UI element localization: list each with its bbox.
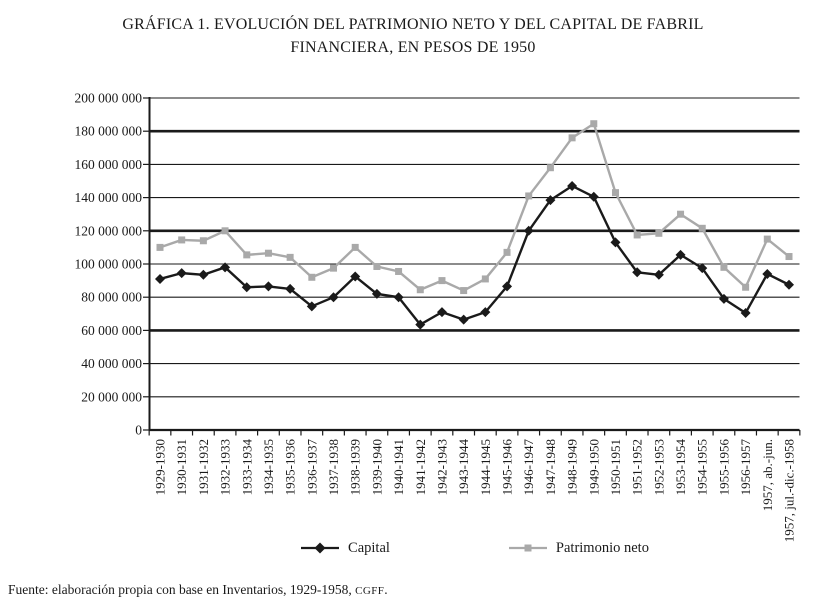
y-tick-label: 20 000 000 (81, 389, 142, 405)
patrimonio-neto-data-point (178, 236, 185, 243)
patrimonio-neto-data-point (677, 211, 684, 218)
patrimonio-neto-data-point (634, 231, 641, 238)
chart-legend (149, 538, 800, 558)
x-category-label: 1933-1934 (239, 439, 255, 496)
patrimonio-neto-data-point (764, 236, 771, 243)
source-note-text: Fuente: elaboración propia con base en Inventarios, 1929-1958, (8, 582, 356, 597)
patrimonio-neto-data-point (720, 264, 727, 271)
y-tick-label: 80 000 000 (81, 289, 142, 305)
x-category-label: 1940-1941 (391, 439, 407, 496)
y-tick-label: 200 000 000 (74, 90, 142, 106)
patrimonio-neto-series-line (160, 124, 789, 291)
x-category-label: 1930-1931 (174, 439, 190, 496)
capital-data-point (437, 307, 447, 317)
y-tick-label: 140 000 000 (74, 190, 142, 206)
x-category-label: 1936-1937 (304, 439, 320, 496)
patrimonio-neto-data-point (417, 286, 424, 293)
capital-data-point (198, 270, 208, 280)
source-note-acronym: CGFF (355, 585, 385, 597)
x-category-label: 1956-1957 (738, 439, 754, 496)
x-category-label: 1954-1955 (694, 439, 710, 496)
y-tick-label: 60 000 000 (81, 322, 142, 338)
x-category-label: 1939-1940 (369, 439, 385, 496)
y-tick-label: 160 000 000 (74, 156, 142, 172)
chart-title-line2: FINANCIERA, EN PESOS DE 1950 (290, 39, 536, 56)
x-category-label: 1947-1948 (542, 439, 558, 496)
patrimonio-neto-data-point (352, 244, 359, 251)
capital-data-point (155, 274, 165, 284)
x-category-label: 1943-1944 (456, 439, 472, 496)
patrimonio-neto-data-point (200, 237, 207, 244)
x-category-label: 1929-1930 (152, 439, 168, 496)
patrimonio-neto-data-point (222, 227, 229, 234)
x-category-label: 1957, ab.-jun. (759, 439, 775, 512)
x-category-label: 1952-1953 (651, 439, 667, 496)
x-category-label: 1942-1943 (434, 439, 450, 496)
legend-item-patrimonio-neto (508, 540, 649, 557)
x-category-label: 1937-1938 (326, 439, 342, 496)
y-tick-label: 120 000 000 (74, 223, 142, 239)
y-tick-label: 180 000 000 (74, 123, 142, 139)
patrimonio-neto-data-point (460, 287, 467, 294)
patrimonio-neto-data-point (699, 225, 706, 232)
x-category-label: 1949-1950 (586, 439, 602, 496)
x-category-label: 1941-1942 (412, 439, 428, 496)
x-category-label: 1950-1951 (607, 439, 623, 496)
y-tick-label: 0 (135, 422, 142, 438)
capital-series-marker-icon (300, 541, 340, 555)
x-category-label: 1938-1939 (347, 439, 363, 496)
legend-item-capital (300, 540, 390, 557)
capital-data-point (762, 269, 772, 279)
patrimonio-neto-data-point (612, 189, 619, 196)
x-category-label: 1948-1949 (564, 439, 580, 496)
x-category-label: 1944-1945 (477, 439, 493, 496)
x-category-label: 1934-1935 (260, 439, 276, 496)
patrimonio-neto-data-point (482, 275, 489, 282)
patrimonio-neto-data-point (655, 230, 662, 237)
patrimonio-neto-data-point (547, 164, 554, 171)
patrimonio-neto-data-point (504, 249, 511, 256)
x-category-label: 1946-1947 (521, 439, 537, 496)
patrimonio-neto-data-point (590, 120, 597, 127)
patrimonio-neto-data-point (742, 284, 749, 291)
y-tick-label: 40 000 000 (81, 356, 142, 372)
source-note (8, 582, 708, 598)
patrimonio-neto-data-point (157, 244, 164, 251)
patrimonio-neto-series-marker-icon (508, 541, 548, 555)
x-category-label: 1951-1952 (629, 439, 645, 496)
x-category-label: 1955-1956 (716, 439, 732, 496)
patrimonio-neto-data-point (243, 251, 250, 258)
capital-data-point (784, 280, 794, 290)
source-note-period: . (384, 582, 388, 597)
patrimonio-neto-data-point (525, 192, 532, 199)
patrimonio-neto-data-point (330, 265, 337, 272)
x-category-label: 1931-1932 (195, 439, 211, 496)
capital-data-point (177, 268, 187, 278)
patrimonio-neto-data-point (373, 263, 380, 270)
capital-data-point (589, 192, 599, 202)
patrimonio-neto-data-point (395, 268, 402, 275)
x-category-label: 1953-1954 (673, 439, 689, 496)
patrimonio-neto-data-point (265, 250, 272, 257)
x-category-label: 1935-1936 (282, 439, 298, 496)
chart-title-line1: GRÁFICA 1. EVOLUCIÓN DEL PATRIMONIO NETO Y DEL CAPITAL DE FABRIL (122, 16, 704, 33)
x-category-label: 1932-1933 (217, 439, 233, 496)
capital-data-point (459, 315, 469, 325)
y-tick-label: 100 000 000 (74, 256, 142, 272)
patrimonio-neto-data-point (438, 277, 445, 284)
patrimonio-neto-data-point (287, 254, 294, 261)
legend-label-patrimonio-neto: Patrimonio neto (555, 539, 649, 556)
legend-label-capital: Capital (348, 539, 390, 556)
x-category-label: 1957, jul.-dic.-1958 (781, 439, 797, 543)
x-category-label: 1945-1946 (499, 439, 515, 496)
capital-data-point (263, 281, 273, 291)
patrimonio-neto-data-point (569, 134, 576, 141)
patrimonio-neto-data-point (308, 274, 315, 281)
patrimonio-neto-data-point (786, 253, 793, 260)
